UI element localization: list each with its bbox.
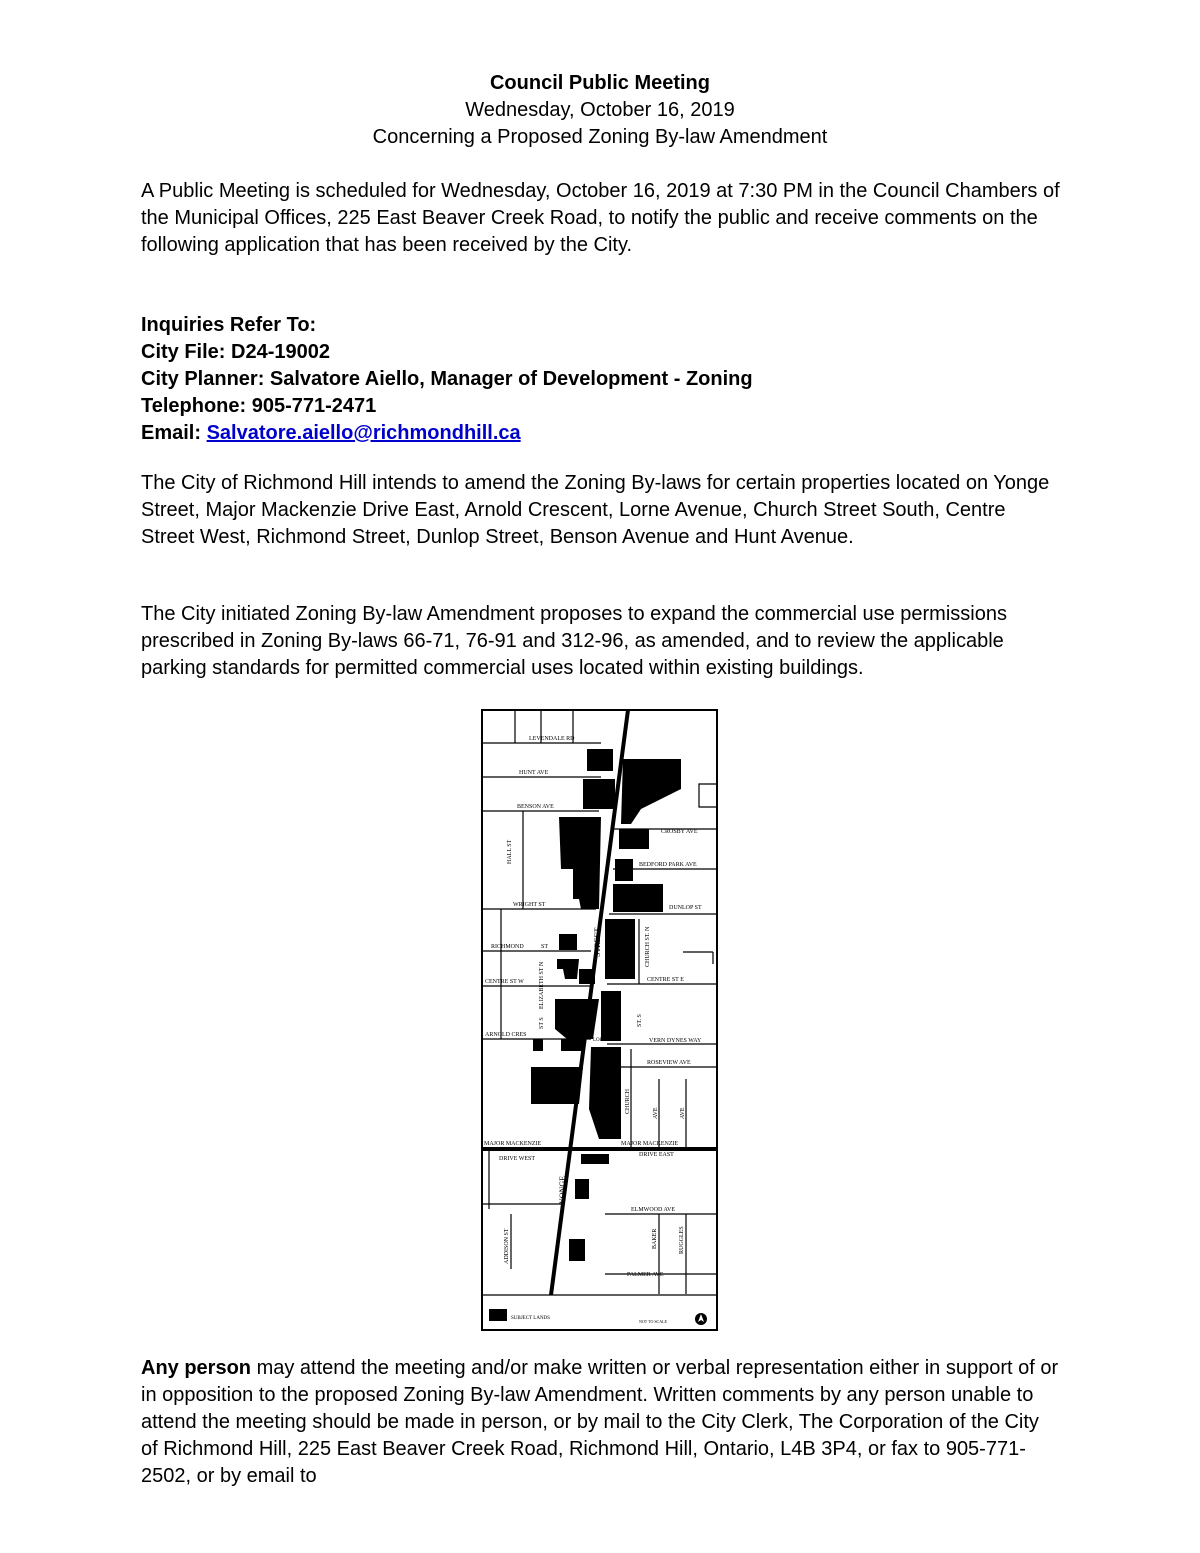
street-yonge-north: STREET bbox=[593, 927, 602, 957]
street-lorne: LORNE AVE bbox=[593, 1038, 621, 1043]
notice-header bbox=[0, 70, 1200, 151]
city-planner: City Planner: Salvatore Aiello, Manager of Development - Zoning bbox=[141, 368, 753, 390]
street-dunlop: DUNLOP ST bbox=[669, 905, 702, 911]
street-church-n: CHURCH ST. N bbox=[645, 926, 651, 967]
amendment-paragraph: The City of Richmond Hill intends to amend the Zoning By-laws for certain properties located on Yonge Street, Major Mackenzie Drive East, Arnold Crescent, Lorne Avenue, Church Street South, Centre Street West, Richmond Street, Dunlop Street, Benson Avenue and Hunt Avenue. bbox=[141, 472, 1050, 548]
location-map bbox=[481, 709, 718, 1331]
closing-text: may attend the meeting and/or make written or verbal representation either in support of or in opposition to the proposed Zoning By-law Amendment. Written comments by any person unable to attend the meeting should be made in person, or by mail to the City Clerk, The Corporation of the City of Richmond Hill, 225 East Beaver Creek Road, Richmond Hill, Ontario, L4B 3P4, or fax to 905-771-2502, or by email to bbox=[141, 1357, 1059, 1487]
notice-subject: Concerning a Proposed Zoning By-law Amendment bbox=[372, 126, 828, 148]
street-roseview: ROSEVIEW AVE bbox=[647, 1060, 691, 1066]
street-elizabeth-n: ELIZABETH ST N bbox=[539, 961, 545, 1009]
street-hall: HALL ST bbox=[507, 839, 513, 864]
notice-title: Council Public Meeting bbox=[489, 72, 710, 94]
street-elizabeth-s: ST S bbox=[539, 1017, 545, 1029]
street-yonge: YONGE bbox=[558, 1176, 567, 1204]
intro-paragraph: A Public Meeting is scheduled for Wednesday, October 16, 2019 at 7:30 PM in the Council Chambers of the Municipal Offices, 225 East Beaver Creek Road, to notify the public and receive comments on the following application that has been received by the City. bbox=[141, 180, 1060, 256]
street-major-e: MAJOR MACKENZIE bbox=[621, 1141, 679, 1147]
street-palmer: PALMER AVE bbox=[627, 1272, 664, 1278]
street-wright: WRIGHT ST bbox=[513, 902, 546, 908]
street-major-w: MAJOR MACKENZIE bbox=[484, 1141, 542, 1147]
proposal-paragraph: The City initiated Zoning By-law Amendment proposes to expand the commercial use permissions prescribed in Zoning By-laws 66-71, 76-91 and 312-96, as amended, and to review the applicable parking standards for permitted commercial uses located within existing buildings. bbox=[141, 603, 1007, 679]
street-ave-2: AVE bbox=[680, 1107, 686, 1119]
telephone: Telephone: 905-771-2471 bbox=[141, 395, 377, 417]
street-vern: VERN DYNES WAY bbox=[649, 1038, 702, 1044]
closing-lead: Any person bbox=[141, 1357, 252, 1379]
street-ruggles: RUGGLES bbox=[679, 1226, 685, 1254]
street-elmwood: ELMWOOD AVE bbox=[631, 1207, 676, 1213]
street-crosby: CROSBY AVE bbox=[661, 829, 698, 835]
street-centre-w: CENTRE ST W bbox=[485, 979, 524, 985]
street-church: CHURCH bbox=[625, 1088, 631, 1114]
email-row bbox=[141, 420, 1061, 447]
inquiries-block bbox=[141, 312, 1061, 447]
street-richmond: RICHMOND bbox=[491, 944, 524, 950]
legend-label: SUBJECT LANDS bbox=[511, 1316, 550, 1321]
street-bedford: BEDFORD PARK AVE bbox=[639, 862, 697, 868]
street-levendale: LEVENDALE RD bbox=[529, 736, 575, 742]
street-arnold: ARNOLD CRES bbox=[485, 1032, 527, 1038]
meeting-date: Wednesday, October 16, 2019 bbox=[465, 99, 735, 121]
street-richmond-st: ST bbox=[541, 944, 549, 950]
city-file: City File: D24-19002 bbox=[141, 341, 330, 363]
email-label: Email: bbox=[141, 422, 202, 444]
street-baker: BAKER bbox=[652, 1228, 658, 1249]
street-addison: ADDISON ST bbox=[504, 1228, 510, 1264]
closing-paragraph bbox=[141, 1355, 1061, 1490]
email-link[interactable]: Salvatore.aiello@richmondhill.ca bbox=[206, 422, 521, 444]
inquiries-heading: Inquiries Refer To: bbox=[141, 314, 317, 336]
street-centre-e: CENTRE ST E bbox=[647, 977, 684, 983]
street-drive-e: DRIVE EAST bbox=[639, 1152, 674, 1158]
street-church-s: ST. S bbox=[637, 1014, 643, 1027]
street-ave-1: AVE bbox=[653, 1107, 659, 1119]
street-benson: BENSON AVE bbox=[517, 804, 554, 810]
street-drive-w: DRIVE WEST bbox=[499, 1156, 536, 1162]
street-hunt: HUNT AVE bbox=[519, 770, 549, 776]
scale-note: NOT TO SCALE bbox=[639, 1319, 668, 1324]
